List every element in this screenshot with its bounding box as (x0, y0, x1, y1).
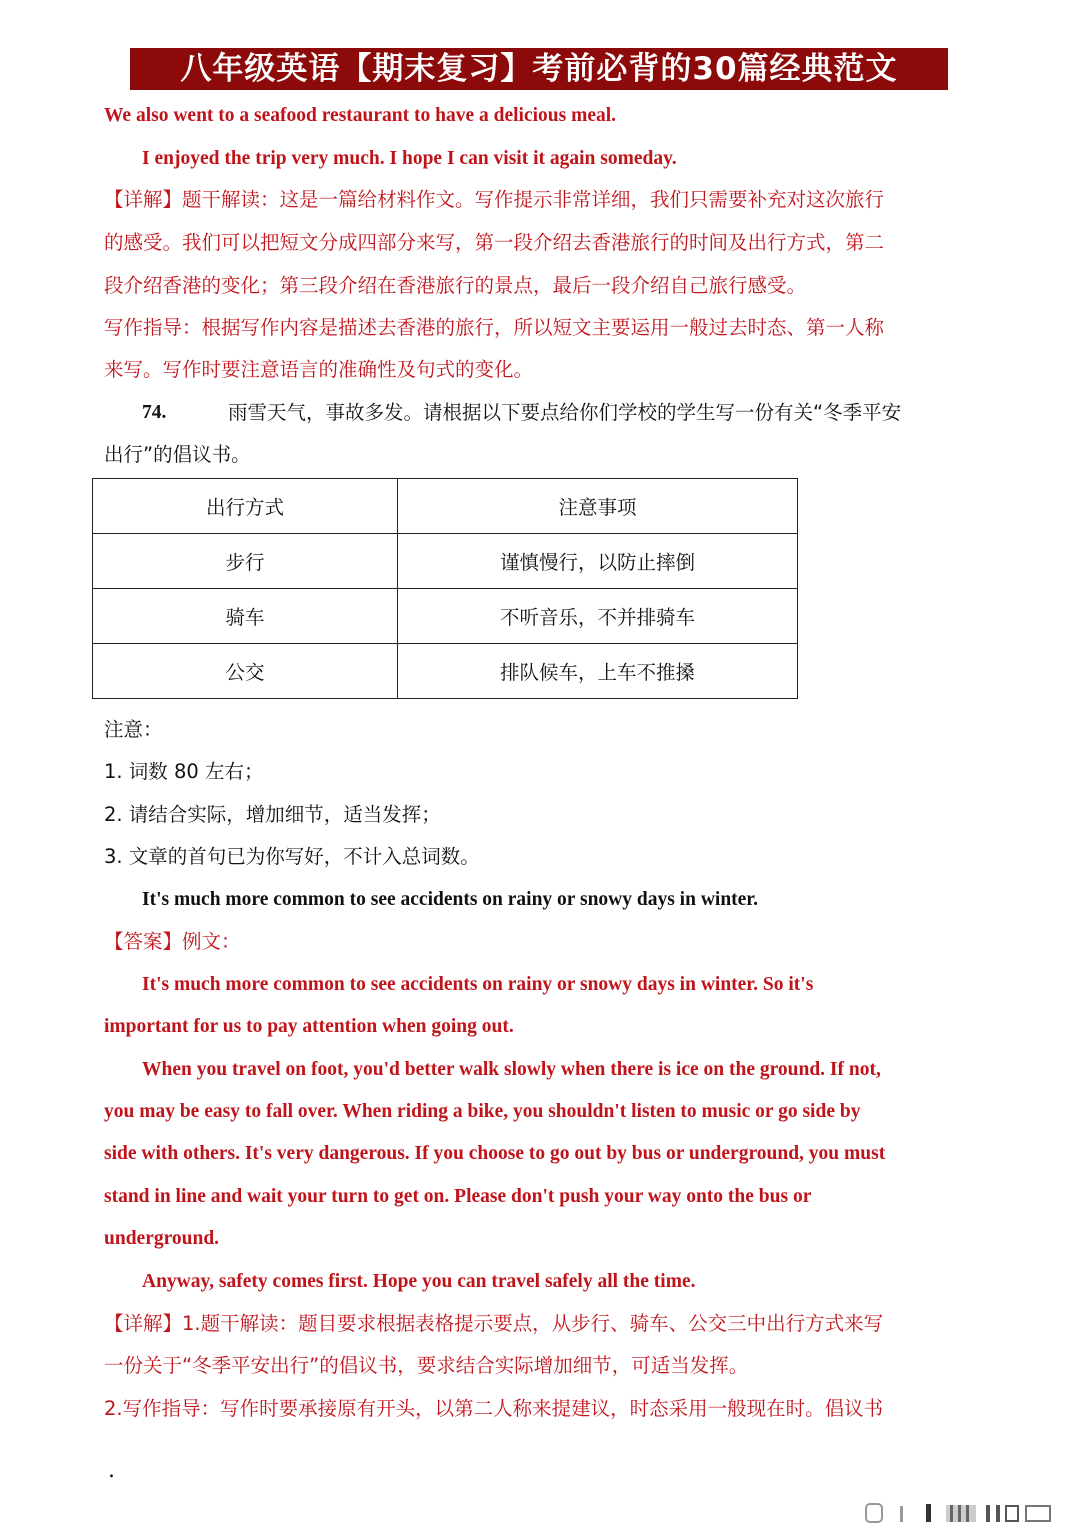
note-item: 3. 文章的首句已为你写好，不计入总词数。 (104, 845, 480, 868)
travel-tips-table (92, 478, 798, 699)
question-prompt: 雨雪天气，事故多发。请根据以下要点给你们学校的学生写一份有关“冬季平安 (228, 401, 902, 424)
essay-line: important for us to pay attention when going out. (104, 1016, 514, 1037)
essay-line: you may be easy to fall over. When riding a bike, you shouldn't listen to music or go side by (104, 1101, 861, 1122)
table-header: 注意事项 (398, 479, 798, 534)
table-row (93, 644, 798, 699)
table-header-row (93, 479, 798, 534)
essay-line: stand in line and wait your turn to get on. Please don't push your way onto the bus or (104, 1186, 812, 1207)
table-cell: 步行 (93, 534, 398, 589)
table-cell: 公交 (93, 644, 398, 699)
detail-line: 来写。写作时要注意语言的准确性及句式的变化。 (104, 358, 534, 381)
note-item: 1. 词数 80 左右； (104, 760, 264, 783)
answer-line: I enjoyed the trip very much. I hope I can visit it again someday. (142, 148, 677, 169)
essay-line: It's much more common to see accidents on rainy or snowy days in winter. So it's (142, 974, 814, 995)
watermark-logo-icon (860, 1496, 1060, 1532)
notes-label: 注意： (104, 718, 163, 741)
essay-line: When you travel on foot, you'd better walk slowly when there is ice on the ground. If not, (142, 1059, 881, 1080)
trailing-dot: . (108, 1458, 115, 1483)
question-number: 74. (142, 402, 167, 423)
essay-line: side with others. It's very dangerous. If you choose to go out by bus or underground, you must (104, 1143, 886, 1164)
detail-line: 一份关于“冬季平安出行”的倡议书，要求结合实际增加细节，可适当发挥。 (104, 1354, 749, 1377)
detail-line: 段介绍香港的变化；第三段介绍在香港旅行的景点，最后一段介绍自己旅行感受。 (104, 274, 807, 297)
note-item: 2. 请结合实际，增加细节，适当发挥； (104, 803, 441, 826)
table-row (93, 534, 798, 589)
question-prompt: 出行”的倡议书。 (104, 443, 251, 466)
table-row (93, 589, 798, 644)
table-cell: 骑车 (93, 589, 398, 644)
answer-label: 【答案】例文： (104, 930, 241, 953)
page-title: 八年级英语【期末复习】考前必背的30篇经典范文 (130, 48, 948, 90)
table-cell: 谨慎慢行，以防止摔倒 (398, 534, 798, 589)
detail-line: 【详解】1.题干解读：题目要求根据表格提示要点，从步行、骑车、公交三中出行方式来写 (104, 1312, 884, 1335)
table-cell: 排队候车，上车不推搡 (398, 644, 798, 699)
table-header: 出行方式 (93, 479, 398, 534)
essay-line: Anyway, safety comes first. Hope you can travel safely all the time. (142, 1271, 696, 1292)
detail-line: 的感受。我们可以把短文分成四部分来写，第一段介绍去香港旅行的时间及出行方式，第二 (104, 231, 885, 254)
table-cell: 不听音乐，不并排骑车 (398, 589, 798, 644)
detail-line: 【详解】题干解读：这是一篇给材料作文。写作提示非常详细，我们只需要补充对这次旅行 (104, 188, 885, 211)
opening-sentence: It's much more common to see accidents on rainy or snowy days in winter. (142, 889, 759, 910)
answer-line: We also went to a seafood restaurant to have a delicious meal. (104, 105, 617, 126)
essay-line: underground. (104, 1228, 220, 1249)
detail-line: 2.写作指导：写作时要承接原有开头，以第二人称来提建议，时态采用一般现在时。倡议书 (104, 1397, 884, 1420)
detail-line: 写作指导：根据写作内容是描述去香港的旅行，所以短文主要运用一般过去时态、第一人称 (104, 316, 885, 339)
